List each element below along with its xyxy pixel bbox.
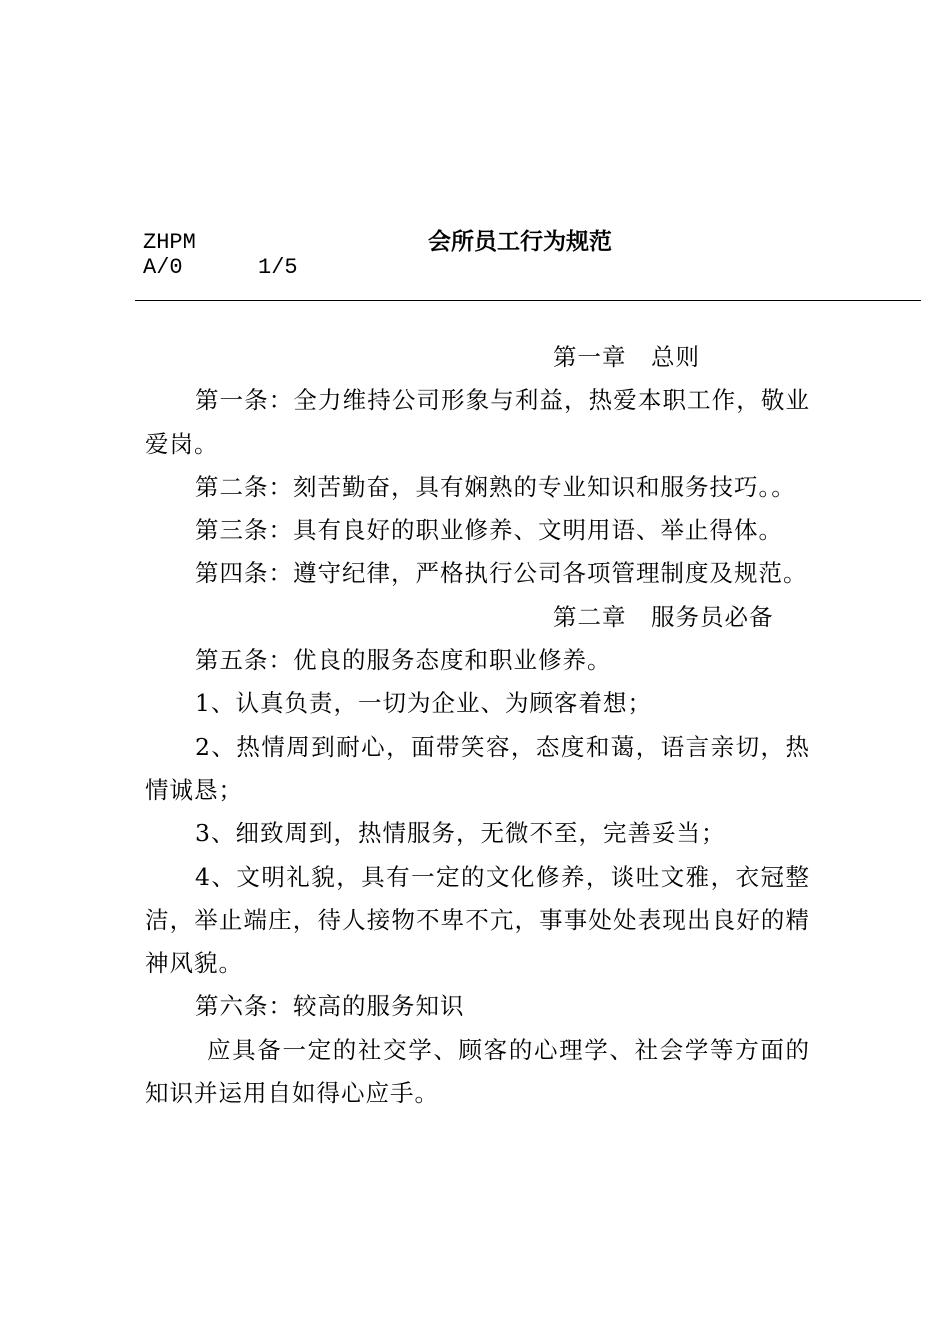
list-item: 1、认真负责，一切为企业、为顾客着想； [195,689,652,718]
article-paragraph: 第四条：遵守纪律，严格执行公司各项管理制度及规范。 [195,559,808,588]
article-paragraph: 第六条：较高的服务知识 [195,992,465,1021]
article-paragraph: 第三条：具有良好的职业修养、文明用语、举止得体。 [195,516,783,545]
article-paragraph: 第一条：全力维持公司形象与利益，热爱本职工作，敬业爱岗。 [145,386,810,458]
chapter-heading: 第一章 总则 [553,343,700,371]
list-item: 2、热情周到耐心，面带笑容，态度和蔼，语言亲切，热情诚恳； [145,732,810,804]
article-paragraph: 第二条：刻苦勤奋，具有娴熟的专业知识和服务技巧。。 [195,472,796,501]
document-body [145,336,810,1115]
article-paragraph: 应具备一定的社交学、顾客的心理学、社会学等方面的知识并运用自如得心应手。 [145,1035,810,1108]
list-item: 4、文明礼貌，具有一定的文化修养，谈吐文雅，衣冠整洁，举止端庄，待人接物不卑不亢，事事处处表现出良好的精神风貌。 [145,862,810,978]
list-item: 3、细致周到，热情服务，无微不至，完善妥当； [195,819,726,848]
doc-code: ZHPM [143,230,196,255]
doc-version: A/0 [143,255,183,280]
header-divider [135,300,921,301]
article-paragraph: 第五条：优良的服务态度和职业修养。 [195,646,612,675]
page-title: 会所员工行为规范 [428,229,612,255]
page-number: 1/5 [258,255,298,280]
chapter-heading: 第二章 服务员必备 [553,602,774,631]
